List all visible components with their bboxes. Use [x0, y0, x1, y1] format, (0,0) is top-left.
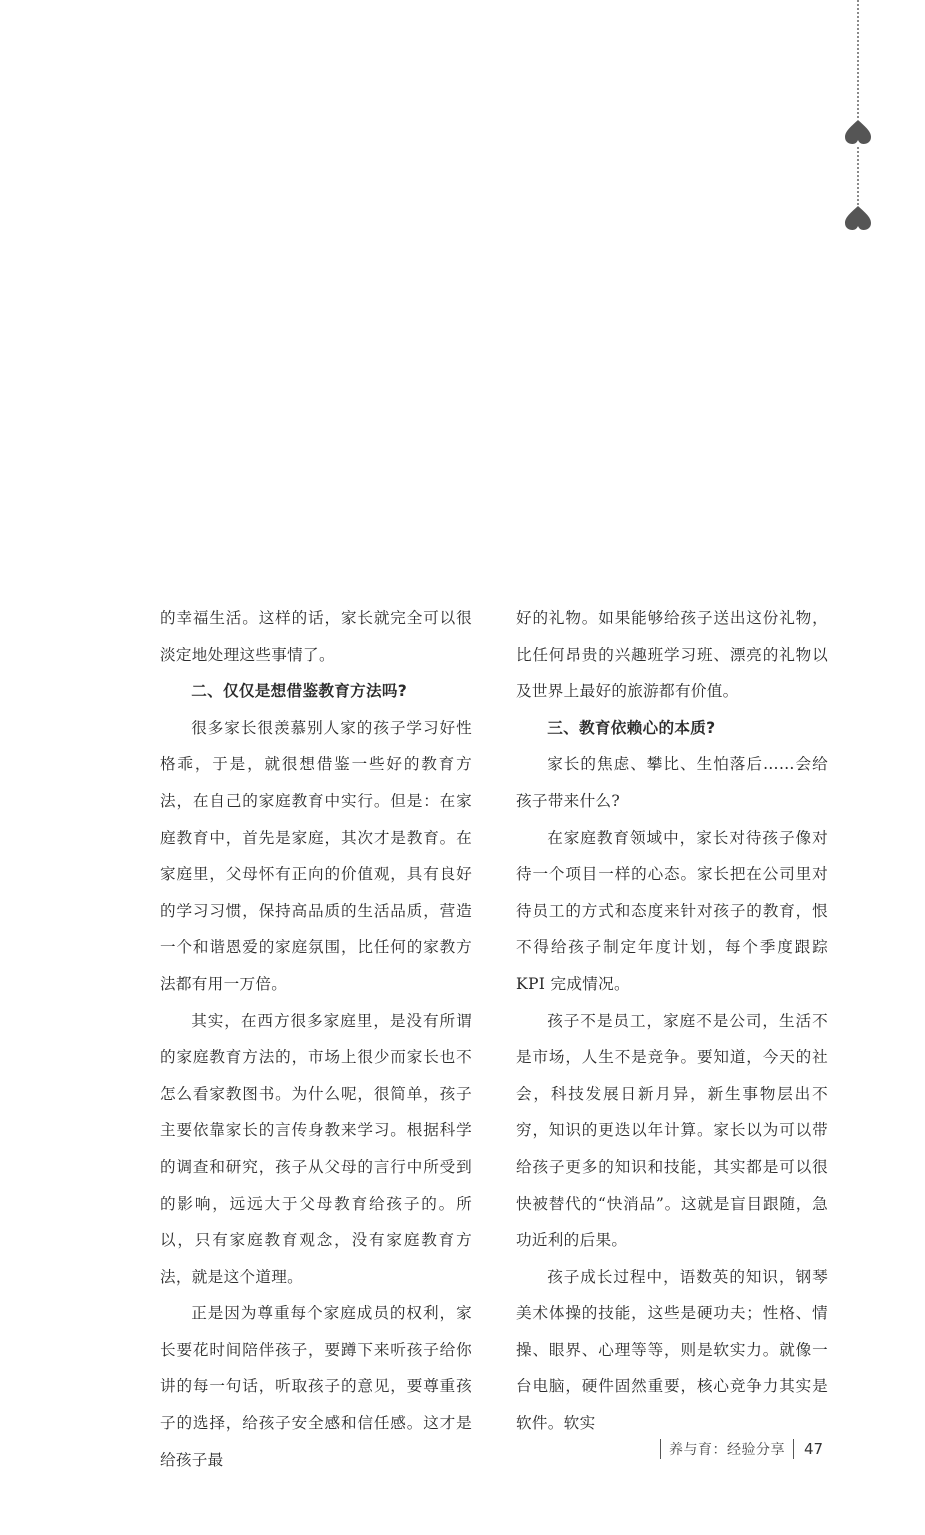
footer-divider: [660, 1439, 661, 1459]
paragraph: 正是因为尊重每个家庭成员的权利，家长要花时间陪伴孩子，要蹲下来听孩子给你讲的每一句话，听取孩子的意见，要尊重孩子的选择，给孩子安全感和信任感。这才是给孩子最: [160, 1304, 472, 1469]
paragraph: 的幸福生活。这样的话，家长就完全可以很淡定地处理这些事情了。: [160, 609, 472, 664]
paragraph: 很多家长很羡慕别人家的孩子学习好性格乖，于是，就很想借鉴一些好的教育方法，在自己的家庭教育中实行。但是：在家庭教育中，首先是家庭，其次才是教育。在家庭里，父母怀有正向的价值观，具有良好的学习习惯，保持高品质的生活品质，营造一个和谐恩爱的家庭氛围，比任何的家教方法都有用一万倍。: [160, 718, 472, 993]
paragraph: 好的礼物。如果能够给孩子送出这份礼物，比任何昂贵的兴趣班学习班、漂亮的礼物以及世界上最好的旅游都有价值。: [516, 609, 828, 701]
section-title: 养与育：经验分享: [669, 1442, 785, 1458]
dotted-divider-top: [857, 0, 859, 118]
page-number: 47: [804, 1440, 824, 1458]
paragraph: 家长的焦虑、攀比、生怕落后……会给孩子带来什么?: [516, 755, 828, 810]
paragraph: 孩子成长过程中，语数英的知识，钢琴美术体操的技能，这些是硬功夫；性格、情操、眼界、心理等等，则是软实力。就像一台电脑，硬件固然重要，核心竞争力其实是软件。软实: [516, 1267, 828, 1433]
dotted-divider-middle: [857, 147, 859, 205]
section-heading-2: 二、仅仅是想借鉴教育方法吗?: [191, 682, 408, 701]
paragraph: 其实，在西方很多家庭里，是没有所谓的家庭教育方法的，市场上很少而家长也不怎么看家教图书。为什么呢，很简单，孩子主要依靠家长的言传身教来学习。根据科学的调查和研究，孩子从父母的言行中所受到的影响，远远大于父母教育给孩子的。所以，只有家庭教育观念，没有家庭教育方法，就是这个道理。: [160, 1011, 472, 1286]
paragraph: 在家庭教育领域中，家长对待孩子像对待一个项目一样的心态。家长把在公司里对待员工的方式和态度来针对孩子的教育，恨不得给孩子制定年度计划，每个季度跟踪 KPI 完成情况。: [516, 828, 828, 993]
left-column: [160, 600, 472, 1478]
heart-icon: [843, 117, 873, 147]
footer-divider: [793, 1439, 794, 1459]
heart-icon: [843, 203, 873, 233]
paragraph: 孩子不是员工，家庭不是公司，生活不是市场，人生不是竞争。要知道，今天的社会，科技发展日新月异，新生事物层出不穷，知识的更迭以年计算。家长以为可以带给孩子更多的知识和技能，其实都是可以很快被替代的“快消品”。这就是盲目跟随，急功近利的后果。: [516, 1011, 828, 1250]
page-footer: [660, 1436, 823, 1462]
right-column: [516, 600, 828, 1442]
section-heading-3: 三、教育依赖心的本质?: [547, 718, 716, 737]
